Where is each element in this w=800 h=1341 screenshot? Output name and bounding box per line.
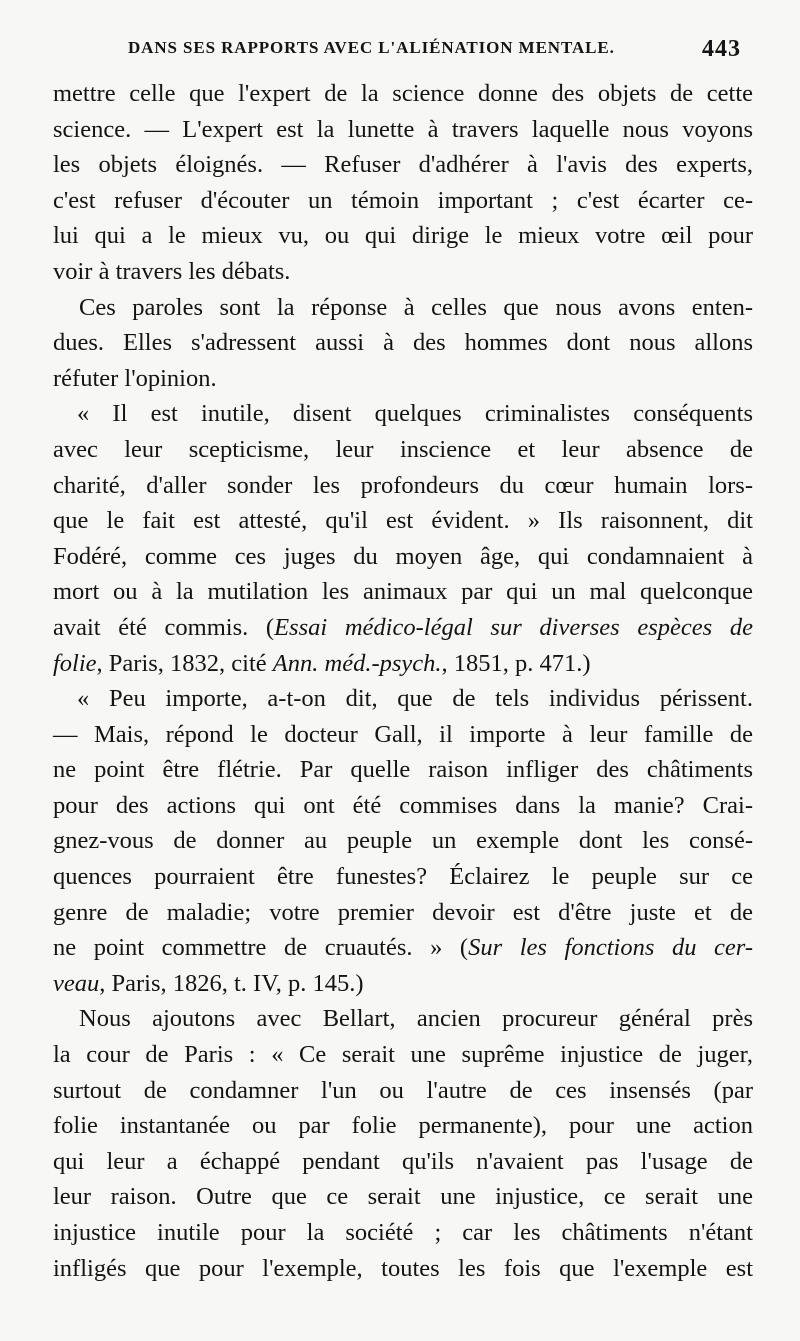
line-text: gnez-vous de donner au peuple un exemple dont les consé- xyxy=(53,827,753,855)
line-text: , Paris, 1826, t. IV, p. 145.) xyxy=(99,969,364,997)
line-text: c'est refuser d'écouter un témoin important ; c'est écarter ce- xyxy=(53,186,753,214)
line-text: ne point commettre de cruautés. » ( xyxy=(53,934,469,962)
running-head xyxy=(0,38,800,70)
text-line xyxy=(53,823,753,859)
line-text: « Peu importe, a-t-on dit, que de tels individus périssent. xyxy=(77,685,753,713)
line-text: leur raison. Outre que ce serait une injustice, ce serait une xyxy=(53,1183,753,1211)
text-line xyxy=(53,218,753,254)
line-text: ne point être flétrie. Par quelle raison infliger des châtiments xyxy=(53,756,753,784)
text-line xyxy=(53,1037,753,1073)
line-text: mettre celle que l'expert de la science donne des objets de cette xyxy=(53,80,753,107)
line-text: les objets éloignés. — Refuser d'adhérer à l'avis des experts, xyxy=(53,151,753,179)
line-text: injustice inutile pour la société ; car les châtiments n'étant xyxy=(53,1219,753,1246)
italic-citation: Sur les fonctions du cer- xyxy=(468,934,753,962)
page-number: 443 xyxy=(702,36,741,62)
text-line xyxy=(53,859,753,895)
text-line xyxy=(53,1144,753,1180)
text-line xyxy=(53,503,753,539)
text-line xyxy=(53,1001,753,1037)
line-text: qui leur a échappé pendant qu'ils n'avaient pas l'usage de xyxy=(53,1147,753,1175)
text-line xyxy=(53,717,753,753)
italic-citation: Ann. méd.-psych. xyxy=(272,649,442,677)
line-text: Fodéré, comme ces juges du moyen âge, qui condamnaient à xyxy=(53,542,753,570)
line-text: Nous ajoutons avec Bellart, ancien procureur général près xyxy=(79,1005,753,1033)
text-line xyxy=(53,895,753,931)
text-line xyxy=(53,1251,753,1287)
line-text: lui qui a le mieux vu, ou qui dirige le mieux votre œil pour xyxy=(53,222,753,250)
text-line xyxy=(53,539,753,575)
text-line xyxy=(53,752,753,788)
text-line xyxy=(53,1179,753,1215)
text-line xyxy=(53,930,753,966)
line-text: quences pourraient être funestes? Éclairez le peuple sur ce xyxy=(53,863,753,891)
line-text: , Paris, 1832, cité xyxy=(96,649,273,677)
line-text: genre de maladie; votre premier devoir est d'être juste et de xyxy=(53,898,753,926)
text-line xyxy=(53,788,753,824)
text-line xyxy=(53,468,753,504)
line-text: la cour de Paris : « Ce serait une suprême injustice de juger, xyxy=(53,1041,753,1069)
line-text: pour des actions qui ont été commises dans la manie? Crai- xyxy=(53,791,753,819)
line-text: avait été commis. ( xyxy=(53,613,275,641)
text-line xyxy=(53,432,753,468)
line-text: folie instantanée ou par folie permanente), pour une action xyxy=(53,1112,753,1140)
text-line xyxy=(53,254,753,290)
line-text: réfuter l'opinion. xyxy=(53,364,217,392)
line-text: charité, d'aller sonder les profondeurs du cœur humain lors- xyxy=(53,471,753,499)
text-line xyxy=(53,610,753,646)
italic-citation: Essai médico-légal sur diverses espèces de xyxy=(274,613,754,641)
line-text: , 1851, p. 471.) xyxy=(441,649,591,677)
text-line xyxy=(53,1073,753,1109)
text-line xyxy=(53,112,753,148)
text-line xyxy=(53,147,753,183)
text-line xyxy=(53,574,753,610)
text-line xyxy=(53,646,753,682)
line-text: science. — L'expert est la lunette à travers laquelle nous voyons xyxy=(53,115,753,143)
text-line xyxy=(53,681,753,717)
text-line xyxy=(53,966,753,1002)
body-text xyxy=(53,76,753,1286)
text-line xyxy=(53,396,753,432)
line-text: mort ou à la mutilation les animaux par qui un mal quelconque xyxy=(53,578,753,606)
line-text: Ces paroles sont la réponse à celles que nous avons enten- xyxy=(79,293,753,321)
line-text: « Il est inutile, disent quelques criminalistes conséquents xyxy=(77,400,753,428)
text-line xyxy=(53,290,753,326)
line-text: — Mais, répond le docteur Gall, il importe à leur famille de xyxy=(53,720,753,748)
text-line xyxy=(53,76,753,112)
text-line xyxy=(53,1215,753,1251)
line-text: que le fait est attesté, qu'il est évident. » Ils raisonnent, dit xyxy=(53,507,753,535)
text-line xyxy=(53,325,753,361)
line-text: voir à travers les débats. xyxy=(53,257,291,285)
text-line xyxy=(53,1108,753,1144)
text-line xyxy=(53,183,753,219)
italic-citation: veau xyxy=(53,969,100,997)
italic-citation: folie xyxy=(53,649,97,677)
text-line xyxy=(53,361,753,397)
running-title: DANS SES RAPPORTS AVEC L'ALIÉNATION MENTALE. xyxy=(128,38,615,57)
line-text: dues. Elles s'adressent aussi à des hommes dont nous allons xyxy=(53,329,753,357)
line-text: surtout de condamner l'un ou l'autre de ces insensés (par xyxy=(53,1076,753,1104)
line-text: avec leur scepticisme, leur inscience et leur absence de xyxy=(53,435,753,463)
line-text: infligés que pour l'exemple, toutes les fois que l'exemple est xyxy=(53,1254,753,1282)
